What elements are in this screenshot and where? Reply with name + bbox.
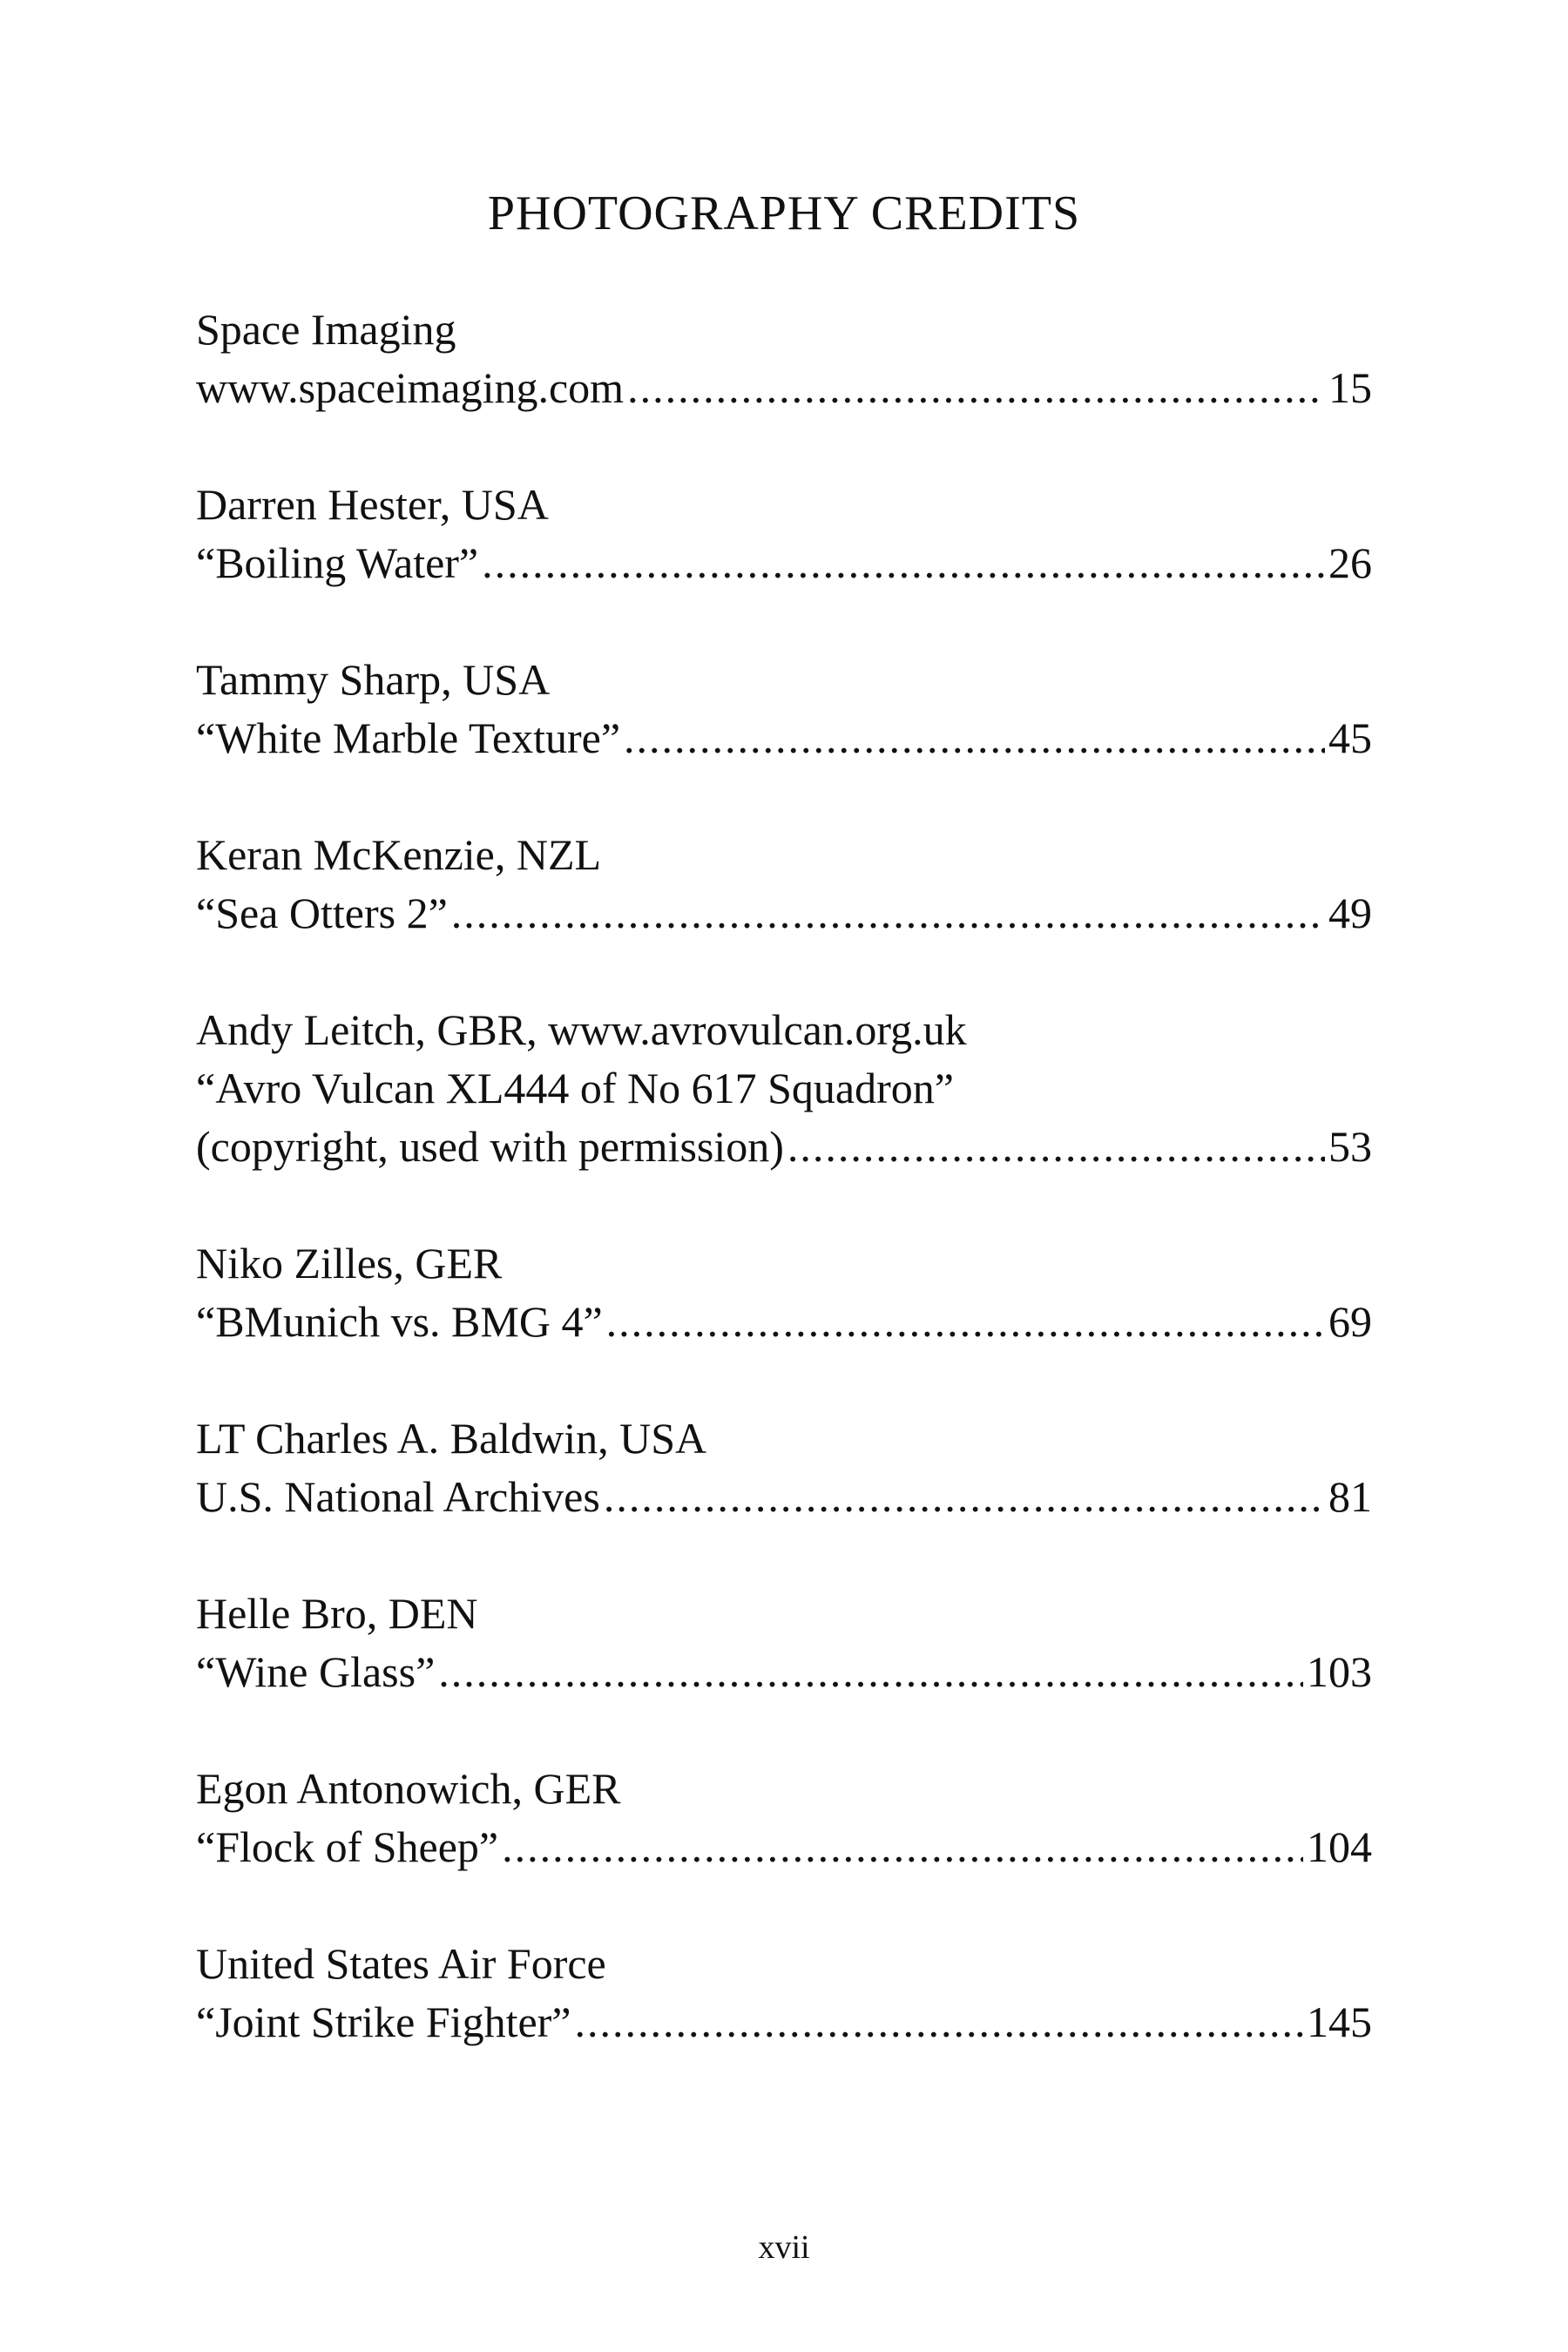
- credit-source: Tammy Sharp, USA: [196, 655, 551, 704]
- credit-entry: [196, 651, 1372, 767]
- credit-title: “White Marble Texture”: [196, 713, 621, 762]
- page-folio: xvii: [758, 2229, 810, 2266]
- credit-entry: [196, 1409, 1372, 1526]
- dot-leader: [575, 1993, 1304, 2051]
- credit-title: “Wine Glass”: [196, 1647, 436, 1696]
- credit-title: “Boiling Water”: [196, 538, 479, 587]
- page-number: 69: [1328, 1297, 1372, 1346]
- credit-reference-line: [196, 1293, 1372, 1351]
- dot-leader: [787, 1118, 1325, 1176]
- credit-reference-line: [196, 884, 1372, 943]
- credit-title: www.spaceimaging.com: [196, 363, 625, 412]
- page-number: 104: [1307, 1822, 1372, 1871]
- dot-leader: [438, 1643, 1303, 1701]
- page-number: 15: [1328, 363, 1372, 412]
- dot-leader: [627, 359, 1325, 417]
- credit-reference-line: [196, 534, 1372, 592]
- credit-reference-line: [196, 709, 1372, 767]
- credit-note: (copyright, used with permission): [196, 1122, 784, 1171]
- credit-entry: [196, 476, 1372, 592]
- credit-entry: [196, 1760, 1372, 1876]
- credit-entry: [196, 1935, 1372, 2051]
- credit-entry: [196, 826, 1372, 943]
- credit-source: Space Imaging: [196, 305, 456, 354]
- credit-reference-line: [196, 1468, 1372, 1526]
- page-number: 103: [1307, 1647, 1372, 1696]
- credit-title: “Joint Strike Fighter”: [196, 1997, 571, 2046]
- credit-source: United States Air Force: [196, 1939, 606, 1988]
- credits-list: [196, 301, 1372, 2110]
- dot-leader: [624, 709, 1325, 767]
- credit-reference-line: [196, 1643, 1372, 1701]
- credit-source: Keran McKenzie, NZL: [196, 830, 602, 879]
- page-number: 53: [1328, 1122, 1372, 1171]
- credit-entry: [196, 301, 1372, 417]
- credit-entry: [196, 1001, 1372, 1176]
- page-number: 145: [1307, 1997, 1372, 2046]
- credit-source: LT Charles A. Baldwin, USA: [196, 1414, 707, 1463]
- page-number: 45: [1328, 713, 1372, 762]
- credit-reference-line: [196, 359, 1372, 417]
- credit-title: U.S. National Archives: [196, 1472, 600, 1521]
- credit-title: “Avro Vulcan XL444 of No 617 Squadron”: [196, 1064, 954, 1112]
- page-number: 26: [1328, 538, 1372, 587]
- credit-reference-line: [196, 1118, 1372, 1176]
- credit-title: “Flock of Sheep”: [196, 1822, 499, 1871]
- credit-entry: [196, 1585, 1372, 1701]
- credit-source: Egon Antonowich, GER: [196, 1764, 621, 1813]
- dot-leader: [451, 884, 1325, 943]
- credit-source: Niko Zilles, GER: [196, 1239, 503, 1288]
- credit-source: Darren Hester, USA: [196, 480, 549, 529]
- credit-source: Helle Bro, DEN: [196, 1589, 478, 1638]
- credit-title: “Sea Otters 2”: [196, 889, 448, 937]
- dot-leader: [502, 1818, 1303, 1876]
- credit-source: Andy Leitch, GBR, www.avrovulcan.org.uk: [196, 1005, 967, 1054]
- credit-entry: [196, 1234, 1372, 1351]
- dot-leader: [482, 534, 1325, 592]
- credit-title: “BMunich vs. BMG 4”: [196, 1297, 603, 1346]
- page-title: PHOTOGRAPHY CREDITS: [487, 186, 1081, 240]
- dot-leader: [604, 1468, 1325, 1526]
- credit-reference-line: [196, 1818, 1372, 1876]
- page-number: 81: [1328, 1472, 1372, 1521]
- credit-reference-line: [196, 1993, 1372, 2051]
- dot-leader: [606, 1293, 1325, 1351]
- page-number: 49: [1328, 889, 1372, 937]
